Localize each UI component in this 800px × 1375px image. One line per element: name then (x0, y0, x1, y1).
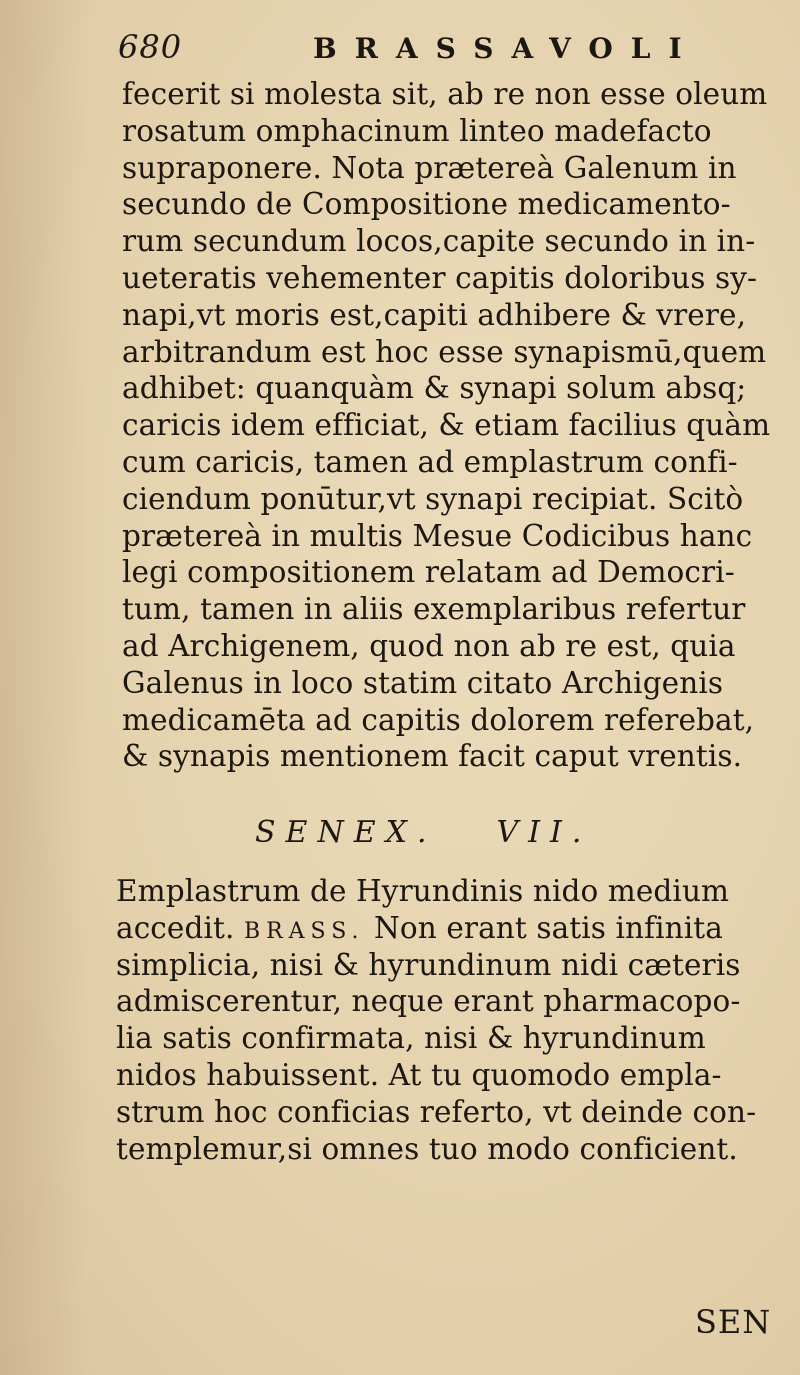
text-line: & synapis mentionem facit caput vrentis. (122, 739, 743, 774)
text-line: rosatum omphacinum linteo madefacto (122, 113, 712, 148)
text-line: prætereà in multis Mesue Codicibus hanc (122, 518, 753, 553)
text-line: nidos habuissent. At tu quomodo empla- (116, 1057, 722, 1092)
text-line: supraponere. Nota prætereà Galenum in (122, 150, 737, 185)
text-line: Galenus in loco statim citato Archigenis (122, 665, 724, 700)
text-line: templemur,si omnes tuo modo conficient. (116, 1131, 738, 1166)
text-line: caricis idem efficiat, & etiam facilius quàm (122, 408, 771, 443)
text-line: medicamēta ad capitis dolorem referebat, (122, 702, 755, 737)
text-line: Emplastrum de Hyrundinis nido medium (116, 874, 730, 908)
text-line: adhibet: quanquàm & synapi solum absq; (122, 371, 747, 406)
text-segment: Non erant satis infinita (374, 910, 723, 945)
section-number: VII. (496, 815, 592, 850)
text-line: secundo de Compositione medicamento- (122, 187, 731, 222)
page-number: 680 (118, 28, 183, 66)
text-line: tum, tamen in aliis exemplaribus refertur (122, 592, 746, 627)
body-text (122, 76, 772, 775)
text-line: rum secundum locos,capite secundo in in- (122, 224, 756, 259)
text-line: ueteratis vehementer capitis doloribus sy- (122, 260, 758, 295)
running-head: BRASSAVOLI (313, 32, 700, 65)
text-line: ad Archigenem, quod non ab re est, quia (122, 628, 736, 663)
text-line: fecerit si molesta sit, ab re non esse oleum (122, 77, 768, 111)
text-line: legi compositionem relatam ad Democri- (122, 555, 735, 590)
text-line: arbitrandum est hoc esse synapismū,quem (122, 334, 767, 369)
text-line: simplicia, nisi & hyrundinum nidi cæteris (116, 947, 741, 982)
text-line-with-smallcaps (116, 910, 776, 947)
section-heading (255, 815, 591, 850)
text-line: ciendum ponūtur,vt synapi recipiat. Scitò (122, 481, 744, 516)
text-segment: accedit. (116, 910, 235, 945)
text-line: admiscerentur, neque erant pharmacopo- (116, 984, 741, 1019)
page-header (118, 28, 738, 78)
section-title: SENEX. (255, 815, 437, 850)
text-line: cum caricis, tamen ad emplastrum confi- (122, 444, 738, 479)
body-text-section (116, 873, 776, 1167)
catchword: SEN (695, 1303, 772, 1341)
text-line: napi,vt moris est,capiti adhibere & vrere, (122, 297, 747, 332)
text-line: lia satis confirmata, nisi & hyrundinum (116, 1021, 706, 1056)
text-line: strum hoc conficias referto, vt deinde con- (116, 1094, 757, 1129)
author-abbreviation: BRASS. (243, 918, 365, 944)
